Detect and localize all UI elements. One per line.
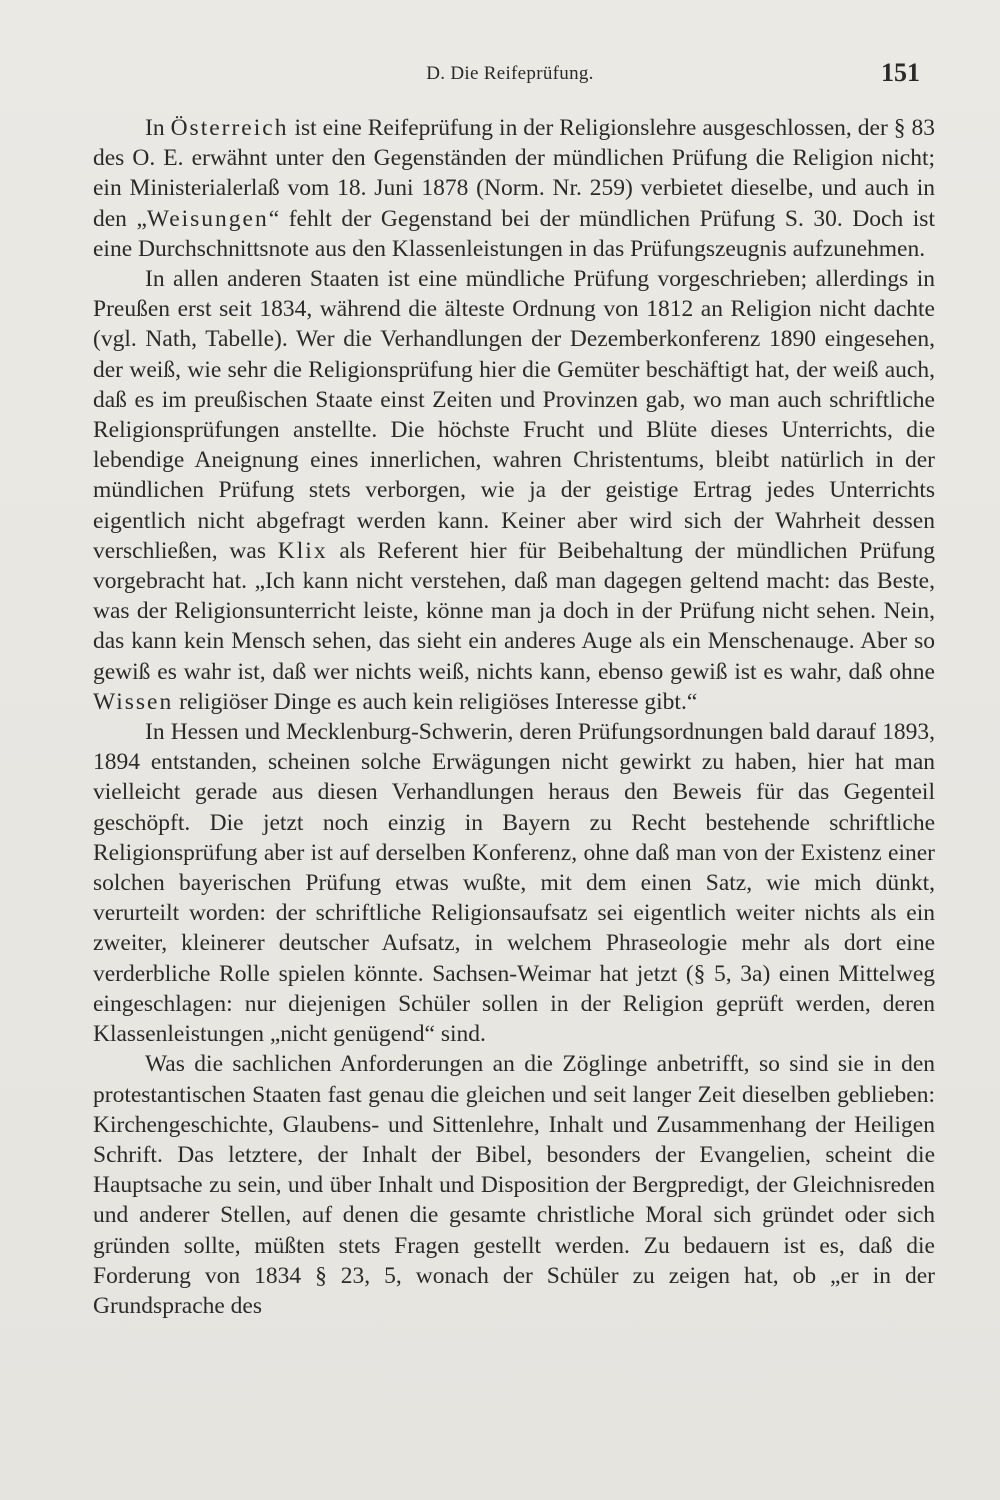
spaced-term-klix: Klix — [277, 537, 328, 564]
running-title: D. Die Reifeprüfung. — [426, 63, 594, 84]
text-run: In allen anderen Staaten ist eine mündliche Prüfung vorgeschrieben; allerdings in Preußen erst seit 1834, während die älteste Ordnung von 1812 an Religion nicht dachte (vgl. Nath, Tabelle). Wer die Verhandlungen der Dezemberkonferenz 1890 eingesehen, der weiß, wie sehr die Religionsprüfung hier die Gemüter beschäftigt hat, der weiß auch, daß es im preußischen Staate einst Zeiten und Provinzen gab, wo man auch schriftliche Religionsprüfungen anstellte. Die höchste Frucht und Blüte dieses Unterrichts, die lebendige Aneignung eines innerlichen, wahren Christentums, bleibt natürlich in der mündlichen Prüfung stets verborgen, wie ja der geistige Ertrag jedes Unterrichts eigentlich nicht abgefragt werden kann. Keiner aber wird sich der Wahrheit dessen verschließen, was — [93, 266, 935, 564]
paragraph-4 — [93, 1049, 935, 1321]
running-header — [90, 58, 930, 90]
text-run: ist eine Reifeprüfung in der Religionslehre ausgeschlossen, der § 83 des O. E. erwähnt unter den Gegenständen der mündlichen Prüfung die Religion nicht; ein Ministerialerlaß vom 18. Juni 1878 (Norm. Nr. 259) verbietet dieselbe, und auch in den „ — [93, 115, 936, 232]
text-run: “ fehlt der Gegenstand bei der mündlichen Prüfung S. 30. Doch ist eine Durchschnittsnote aus den Klassenleistungen in das Prüfungszeugnis aufzunehmen. — [93, 205, 935, 262]
paragraph-1 — [93, 113, 935, 264]
page-number: 151 — [881, 58, 920, 87]
body-text — [93, 113, 935, 1321]
text-run: Was die sachlichen Anforderungen an die Zöglinge anbetrifft, so sind sie in den protestantischen Staaten fast genau die gleichen und seit langer Zeit dieselben geblieben: Kirchengeschichte, Glaubens- und Sittenlehre, Inhalt und Zusammenhang der Heiligen Schrift. Das letztere, der Inhalt der Bibel, besonders der Evangelien, scheint die Hauptsache zu sein, und über Inhalt und Disposition der Bergpredigt, der Gleichnisreden und anderer Stellen, auf denen die gesamte christliche Moral sich gründet oder sich gründen sollte, müßten stets Fragen gestellt werden. Zu bedauern ist es, daß die Forderung von 1834 § 23, 5, wonach der Schüler zu zeigen hat, ob „er in der Grundsprache des — [93, 1051, 935, 1319]
paragraph-2 — [93, 264, 935, 717]
text-run: als Referent hier für Beibehaltung der mündlichen Prüfung vorgebracht hat. „Ich kann nicht verstehen, daß man dagegen geltend macht: das Beste, was der Religionsunterricht leiste, könne man ja doch in der Prüfung nicht sehen. Nein, das kann kein Mensch sehen, das sieht ein anderes Auge als ein Menschenauge. Aber so gewiß es wahr ist, daß wer nichts weiß, nichts kann, ebenso gewiß ist es wahr, daß ohne — [93, 537, 935, 685]
text-run: religiöser Dinge es auch kein religiöses Interesse gibt.“ — [173, 688, 698, 715]
text-run: In Hessen und Mecklenburg-Schwerin, deren Prüfungsordnungen bald darauf 1893, 1894 entstanden, scheinen solche Erwägungen nicht gewirkt zu haben, hier hat man vielleicht gerade aus diesen Verhandlungen heraus den Beweis für das Gegenteil geschöpft. Die jetzt noch einzig in Bayern zu Recht bestehende schriftliche Religionsprüfung aber ist auf derselben Konferenz, ohne daß man von der Existenz einer solchen bayerischen Prüfung etwas wußte, mit dem einen Satz, wie mich dünkt, verurteilt worden: der schriftliche Religionsaufsatz sei eigentlich weiter nichts als ein zweiter, kleinerer deutscher Aufsatz, in welchem Phraseologie mehr als dort eine verderbliche Rolle spielen könnte. Sachsen-Weimar hat jetzt (§ 5, 3a) einen Mittelweg eingeschlagen: nur diejenigen Schüler sollen in der Religion geprüft werden, deren Klassenleistungen „nicht genügend“ sind. — [93, 719, 935, 1048]
spaced-term-weisungen: Weisungen — [146, 205, 269, 232]
text-run: In — [145, 115, 171, 141]
spaced-term-wissen: Wissen — [93, 688, 174, 715]
spaced-term-oesterreich: Österreich — [170, 115, 289, 141]
paragraph-3 — [93, 717, 935, 1049]
